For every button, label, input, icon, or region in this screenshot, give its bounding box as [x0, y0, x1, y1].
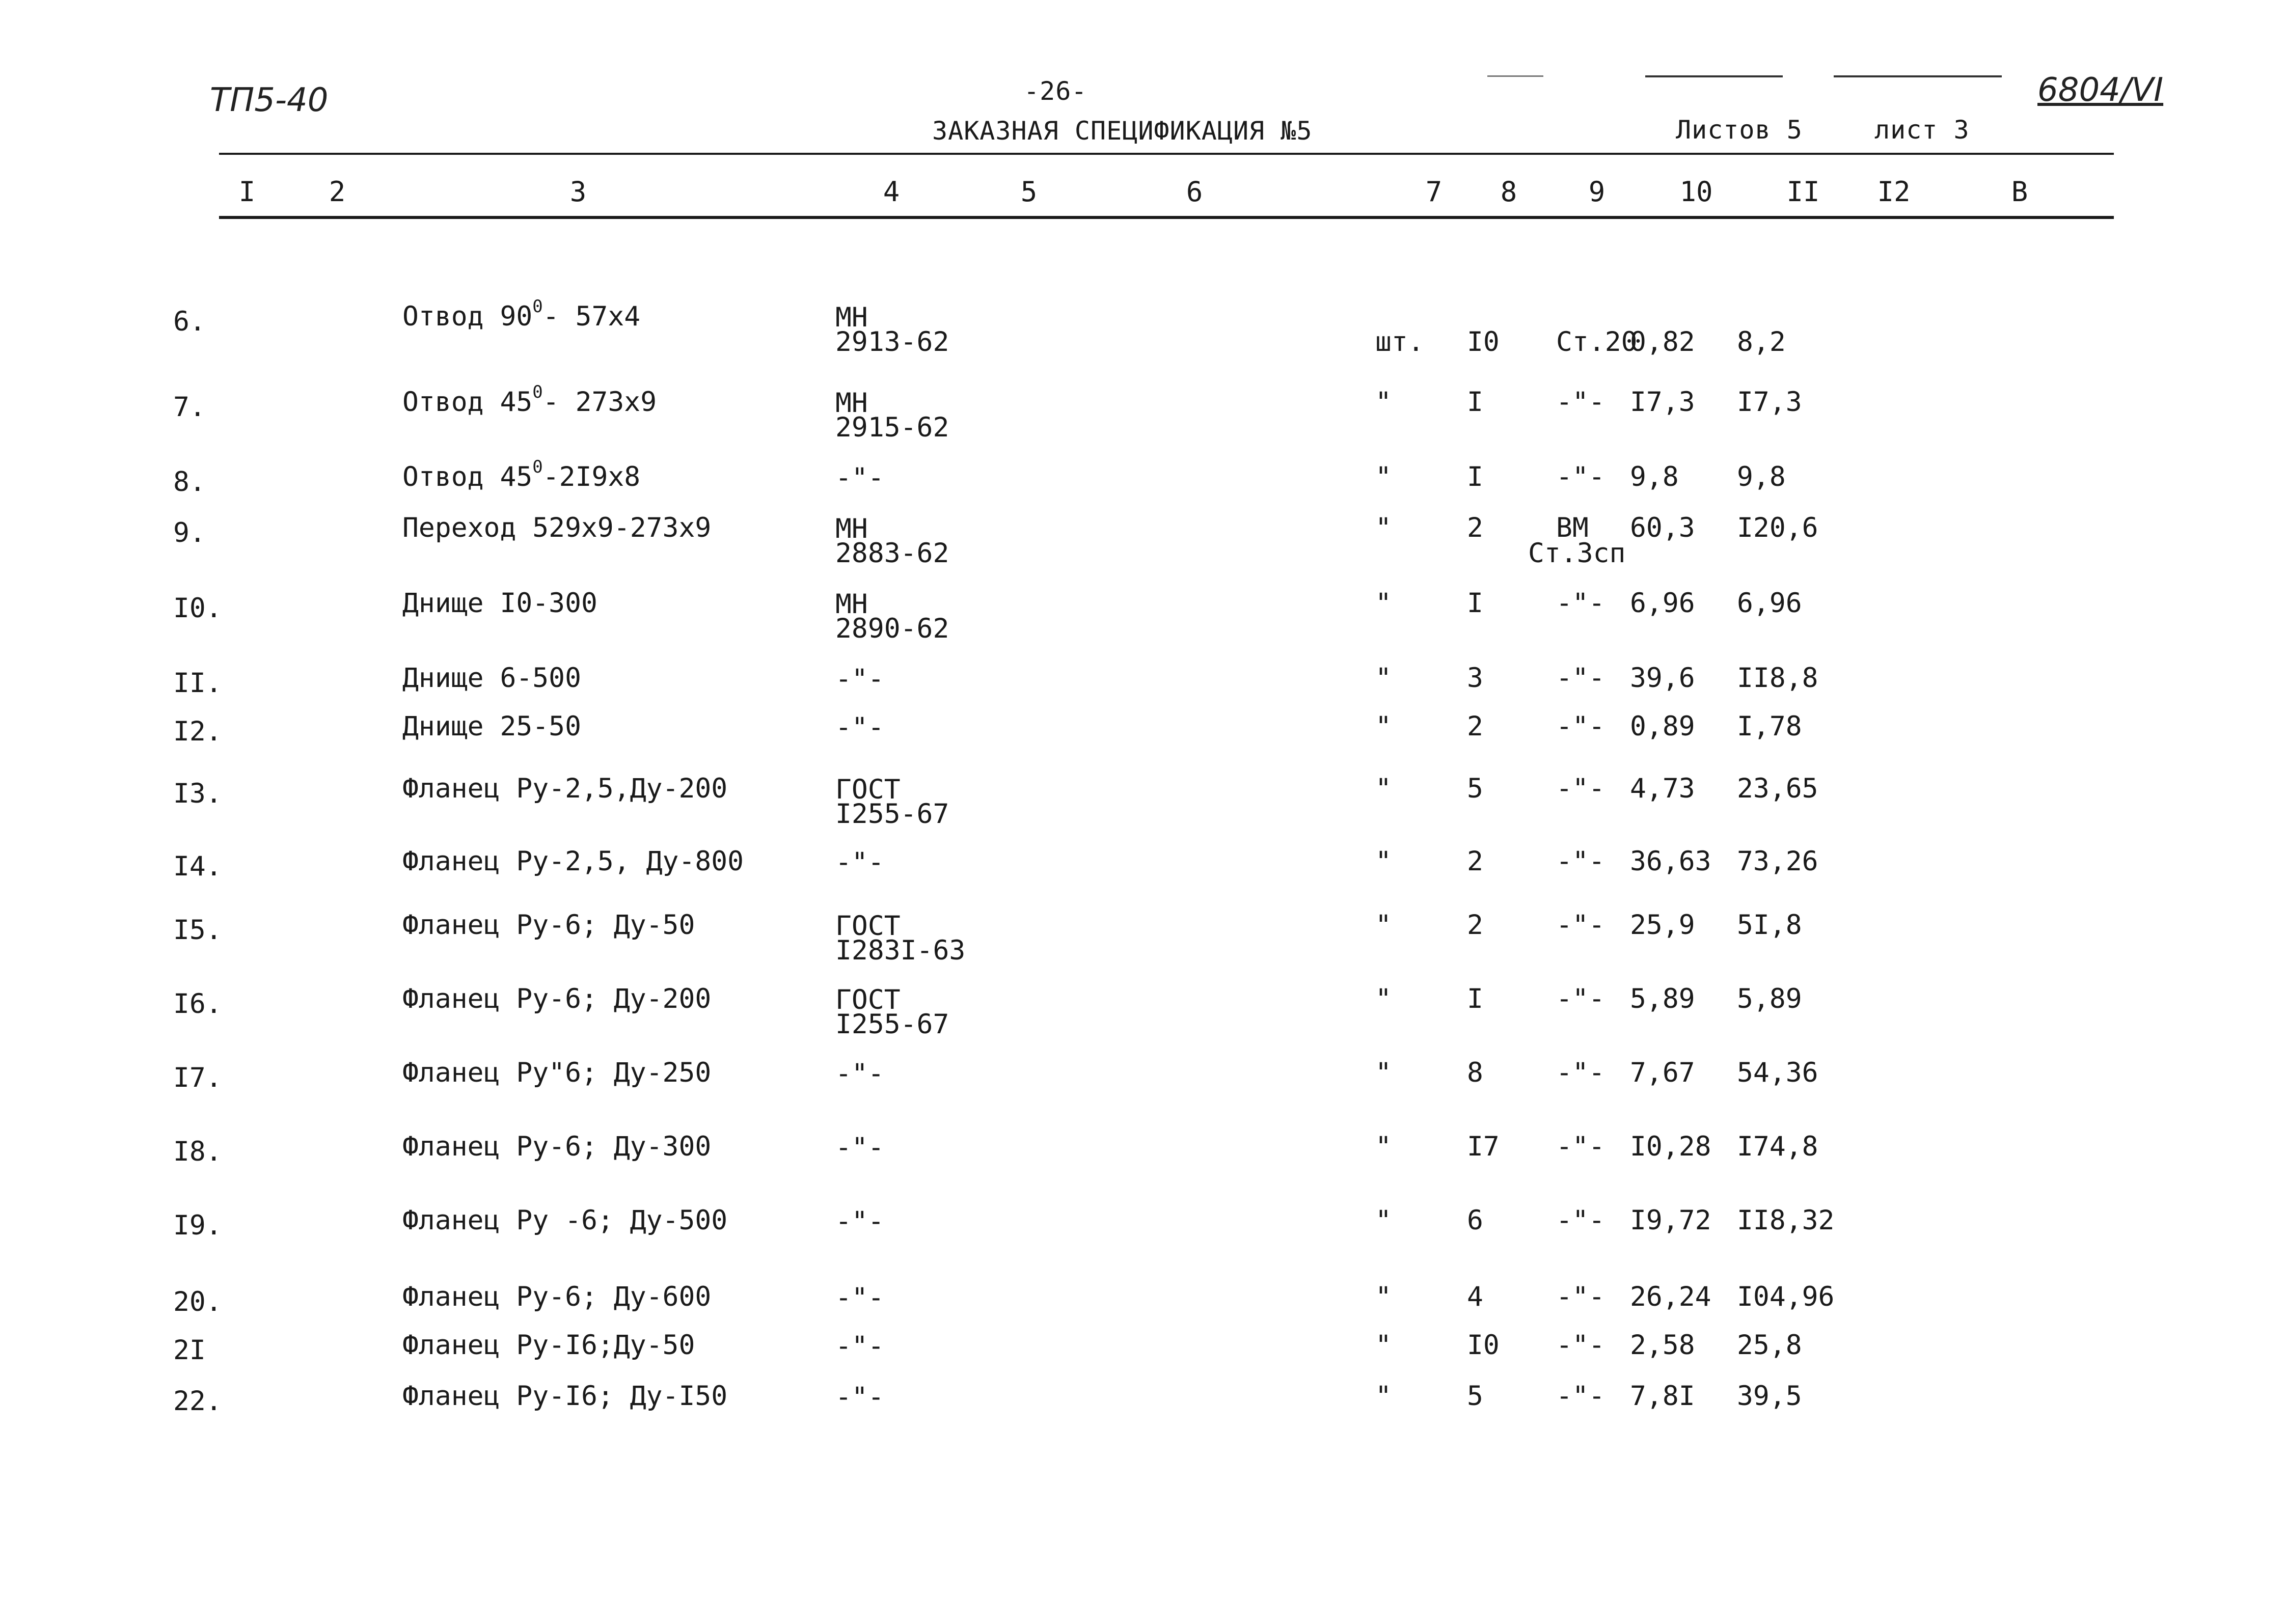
unit: " [1375, 1205, 1392, 1236]
item-name [402, 1059, 711, 1086]
item-name-size: -2I9x8 [542, 461, 641, 492]
item-name [402, 713, 581, 740]
quantity: 4 [1467, 1281, 1483, 1312]
item-name-text: Фланец Ру -6; Ду-500 [402, 1205, 728, 1236]
item-name-text: Отвод 45 [402, 461, 533, 492]
standard-doc-line1: ГОСТ [835, 911, 901, 942]
row-number: 7. [173, 392, 206, 423]
quantity: 5 [1467, 1381, 1483, 1412]
standard-doc-line1: МН [835, 302, 868, 333]
standard-doc-line1: МН [835, 513, 868, 544]
unit-weight: 4,73 [1630, 773, 1695, 804]
row-number: I9. [173, 1210, 222, 1241]
item-name-text: Днище I0-300 [402, 588, 597, 619]
standard-doc-line1: ГОСТ [835, 774, 901, 805]
column-header: 8 [1500, 176, 1517, 208]
unit-weight: I9,72 [1630, 1205, 1711, 1236]
top-rule [219, 153, 2114, 155]
standard-doc-line1: -"- [835, 1058, 884, 1089]
standard-doc-line2: I255-67 [835, 799, 949, 830]
quantity: 2 [1467, 910, 1483, 941]
item-name [402, 912, 695, 939]
item-name [402, 665, 581, 692]
standard-doc-line1: -"- [835, 847, 884, 878]
standard-doc-line1: -"- [835, 1382, 884, 1413]
total-weight: I74,8 [1737, 1131, 1818, 1162]
unit-weight: 7,8I [1630, 1381, 1695, 1412]
unit-weight: 7,67 [1630, 1057, 1695, 1088]
row-number: 22. [173, 1386, 222, 1417]
item-name [402, 514, 711, 541]
quantity: 2 [1467, 711, 1483, 742]
item-name-degree: 0 [532, 296, 543, 317]
scan-mark [1645, 75, 1783, 77]
page-number: -26- [1024, 76, 1087, 106]
total-weight: 54,36 [1737, 1057, 1818, 1088]
row-number: I6. [173, 988, 222, 1020]
unit: " [1375, 1381, 1392, 1412]
unit: " [1375, 387, 1392, 418]
total-weight: 5I,8 [1737, 910, 1802, 941]
quantity: I [1467, 588, 1483, 619]
item-name-text: Фланец Ру-6; Ду-300 [402, 1131, 712, 1162]
row-number: II. [173, 668, 222, 699]
standard-doc-line1: -"- [835, 1206, 884, 1237]
standard-doc-line1: -"- [835, 1282, 884, 1313]
item-name-text: Фланец Ру-6; Ду-200 [402, 983, 712, 1014]
standard-doc-line1: -"- [835, 664, 884, 695]
item-name-text: Фланец Ру-I6; Ду-I50 [402, 1381, 728, 1412]
item-name-text: Отвод 90 [402, 301, 533, 332]
quantity: I [1467, 983, 1483, 1014]
unit: " [1375, 1330, 1392, 1361]
unit: " [1375, 1281, 1392, 1312]
unit: " [1375, 711, 1392, 742]
item-name-degree: 0 [532, 457, 543, 477]
scan-mark [1834, 75, 2002, 77]
material: -"- [1556, 663, 1605, 694]
row-number: I7. [173, 1062, 222, 1093]
standard-doc-line1: МН [835, 589, 868, 620]
column-header: 6 [1186, 176, 1203, 208]
material: -"- [1556, 1131, 1605, 1162]
column-header: 3 [569, 176, 587, 208]
material: -"- [1556, 773, 1605, 804]
unit: " [1375, 910, 1392, 941]
item-name-text: Фланец Ру-2,5,Ду-200 [402, 773, 728, 804]
column-header: 4 [883, 176, 900, 208]
item-name-text: Фланец Ру-I6;Ду-50 [402, 1330, 695, 1361]
material: -"- [1556, 983, 1605, 1014]
total-weight: 39,5 [1737, 1381, 1802, 1412]
material: -"- [1556, 1330, 1605, 1361]
row-number: 8. [173, 466, 206, 498]
unit-weight: 5,89 [1630, 983, 1695, 1014]
total-weight: 9,8 [1737, 461, 1786, 492]
material: -"- [1556, 846, 1605, 877]
quantity: 2 [1467, 512, 1483, 543]
row-number: I8. [173, 1136, 222, 1167]
material: -"- [1556, 711, 1605, 742]
total-weight: I,78 [1737, 711, 1802, 742]
column-header: 2 [329, 176, 346, 208]
row-number: 2I [173, 1335, 206, 1366]
unit: " [1375, 983, 1392, 1014]
scan-mark [1487, 75, 1543, 77]
unit-weight: I7,3 [1630, 387, 1695, 418]
quantity: 8 [1467, 1057, 1483, 1088]
item-name [402, 590, 597, 617]
material: Ст.20 [1556, 326, 1638, 357]
total-weight: 73,26 [1737, 846, 1818, 877]
material: -"- [1556, 588, 1605, 619]
standard-doc-line1: -"- [835, 712, 884, 743]
total-weight: II8,32 [1737, 1205, 1835, 1236]
quantity: 2 [1467, 846, 1483, 877]
unit-weight: 6,96 [1630, 588, 1695, 619]
unit: " [1375, 663, 1392, 694]
item-name-text: Фланец Ру"6; Ду-250 [402, 1057, 712, 1088]
item-name [402, 457, 641, 492]
total-weight: I20,6 [1737, 512, 1818, 543]
quantity: 6 [1467, 1205, 1483, 1236]
quantity: I7 [1467, 1131, 1500, 1162]
row-number: I4. [173, 851, 222, 882]
standard-doc-line1: ГОСТ [835, 984, 901, 1015]
quantity: I [1467, 461, 1483, 492]
standard-doc-line2: 2883-62 [835, 538, 949, 569]
item-name [402, 775, 727, 802]
item-name-size: - 273x9 [542, 387, 657, 418]
row-number: I2. [173, 716, 222, 747]
column-header: 7 [1425, 176, 1443, 208]
unit-weight: I0,28 [1630, 1131, 1711, 1162]
item-name [402, 1133, 711, 1160]
item-name [402, 985, 711, 1012]
row-number: 20. [173, 1286, 222, 1317]
item-name-size: - 57x4 [542, 301, 641, 332]
total-weight: I7,3 [1737, 387, 1802, 418]
item-name-text: Отвод 45 [402, 387, 533, 418]
column-header: I2 [1877, 176, 1911, 208]
material: -"- [1556, 387, 1605, 418]
standard-doc-line1: -"- [835, 1331, 884, 1362]
material-line2: Ст.3сп [1528, 538, 1626, 569]
column-header: I [238, 176, 256, 208]
row-number: 9. [173, 517, 206, 548]
unit-weight: 0,82 [1630, 326, 1695, 357]
item-name [402, 1383, 727, 1410]
quantity: 5 [1467, 773, 1483, 804]
unit: " [1375, 461, 1392, 492]
column-header: II [1786, 176, 1820, 208]
item-name [402, 848, 744, 875]
column-header: 9 [1588, 176, 1605, 208]
unit-weight: 9,8 [1630, 461, 1679, 492]
quantity: I [1467, 387, 1483, 418]
unit: " [1375, 1057, 1392, 1088]
item-name-text: Фланец Ру-6; Ду-50 [402, 910, 695, 941]
column-header: B [2011, 176, 2028, 208]
sheets-total: Листов 5 [1676, 115, 1803, 145]
total-weight: 8,2 [1737, 326, 1786, 357]
unit: " [1375, 846, 1392, 877]
row-number: I3. [173, 778, 222, 809]
sheet-current: лист 3 [1874, 115, 1970, 145]
material: ВМ [1556, 512, 1589, 543]
quantity: 3 [1467, 663, 1483, 694]
item-name [402, 382, 657, 418]
column-header: 10 [1679, 176, 1713, 208]
standard-doc-line2: 2915-62 [835, 412, 949, 443]
row-number: I5. [173, 915, 222, 946]
column-header-rule [219, 216, 2114, 219]
unit: " [1375, 512, 1392, 543]
item-name [402, 1332, 695, 1359]
total-weight: I04,96 [1737, 1281, 1835, 1312]
unit: шт. [1375, 326, 1424, 357]
item-name-text: Фланец Ру-2,5, Ду-800 [402, 846, 744, 877]
material: -"- [1556, 910, 1605, 941]
material: -"- [1556, 1381, 1605, 1412]
item-name [402, 1207, 727, 1234]
material: -"- [1556, 461, 1605, 492]
standard-doc-line1: МН [835, 388, 868, 419]
unit-weight: 39,6 [1630, 663, 1695, 694]
total-weight: 6,96 [1737, 588, 1802, 619]
item-name-degree: 0 [532, 382, 543, 402]
unit-weight: 25,9 [1630, 910, 1695, 941]
unit-weight: 2,58 [1630, 1330, 1695, 1361]
unit: " [1375, 1131, 1392, 1162]
unit-weight: 0,89 [1630, 711, 1695, 742]
row-number: I0. [173, 593, 222, 624]
column-header: 5 [1020, 176, 1038, 208]
standard-doc-line2: 2890-62 [835, 613, 949, 644]
standard-doc-line1: -"- [835, 462, 884, 493]
material: -"- [1556, 1281, 1605, 1312]
doc-code: ТП5-40 [210, 81, 329, 119]
unit-weight: 26,24 [1630, 1281, 1711, 1312]
archive-number: 6804/VI [2037, 71, 2164, 109]
total-weight: 23,65 [1737, 773, 1818, 804]
standard-doc-line1: -"- [835, 1132, 884, 1163]
quantity: I0 [1467, 326, 1500, 357]
standard-doc-line2: 2913-62 [835, 326, 949, 357]
unit: " [1375, 773, 1392, 804]
standard-doc-line2: I255-67 [835, 1009, 949, 1040]
total-weight: 5,89 [1737, 983, 1802, 1014]
total-weight: II8,8 [1737, 663, 1818, 694]
unit-weight: 36,63 [1630, 846, 1711, 877]
item-name-text: Переход 529x9-273x9 [402, 512, 712, 543]
item-name-text: Фланец Ру-6; Ду-600 [402, 1281, 712, 1312]
item-name [402, 1283, 711, 1310]
row-number: 6. [173, 306, 206, 337]
item-name [402, 296, 641, 332]
standard-doc-line2: I283I-63 [835, 935, 966, 966]
total-weight: 25,8 [1737, 1330, 1802, 1361]
item-name-text: Днище 25-50 [402, 711, 581, 742]
unit-weight: 60,3 [1630, 512, 1695, 543]
quantity: I0 [1467, 1330, 1500, 1361]
unit: " [1375, 588, 1392, 619]
material: -"- [1556, 1057, 1605, 1088]
page-title: ЗАКАЗНАЯ СПЕЦИФИКАЦИЯ №5 [932, 116, 1313, 146]
material: -"- [1556, 1205, 1605, 1236]
item-name-text: Днище 6-500 [402, 663, 581, 694]
